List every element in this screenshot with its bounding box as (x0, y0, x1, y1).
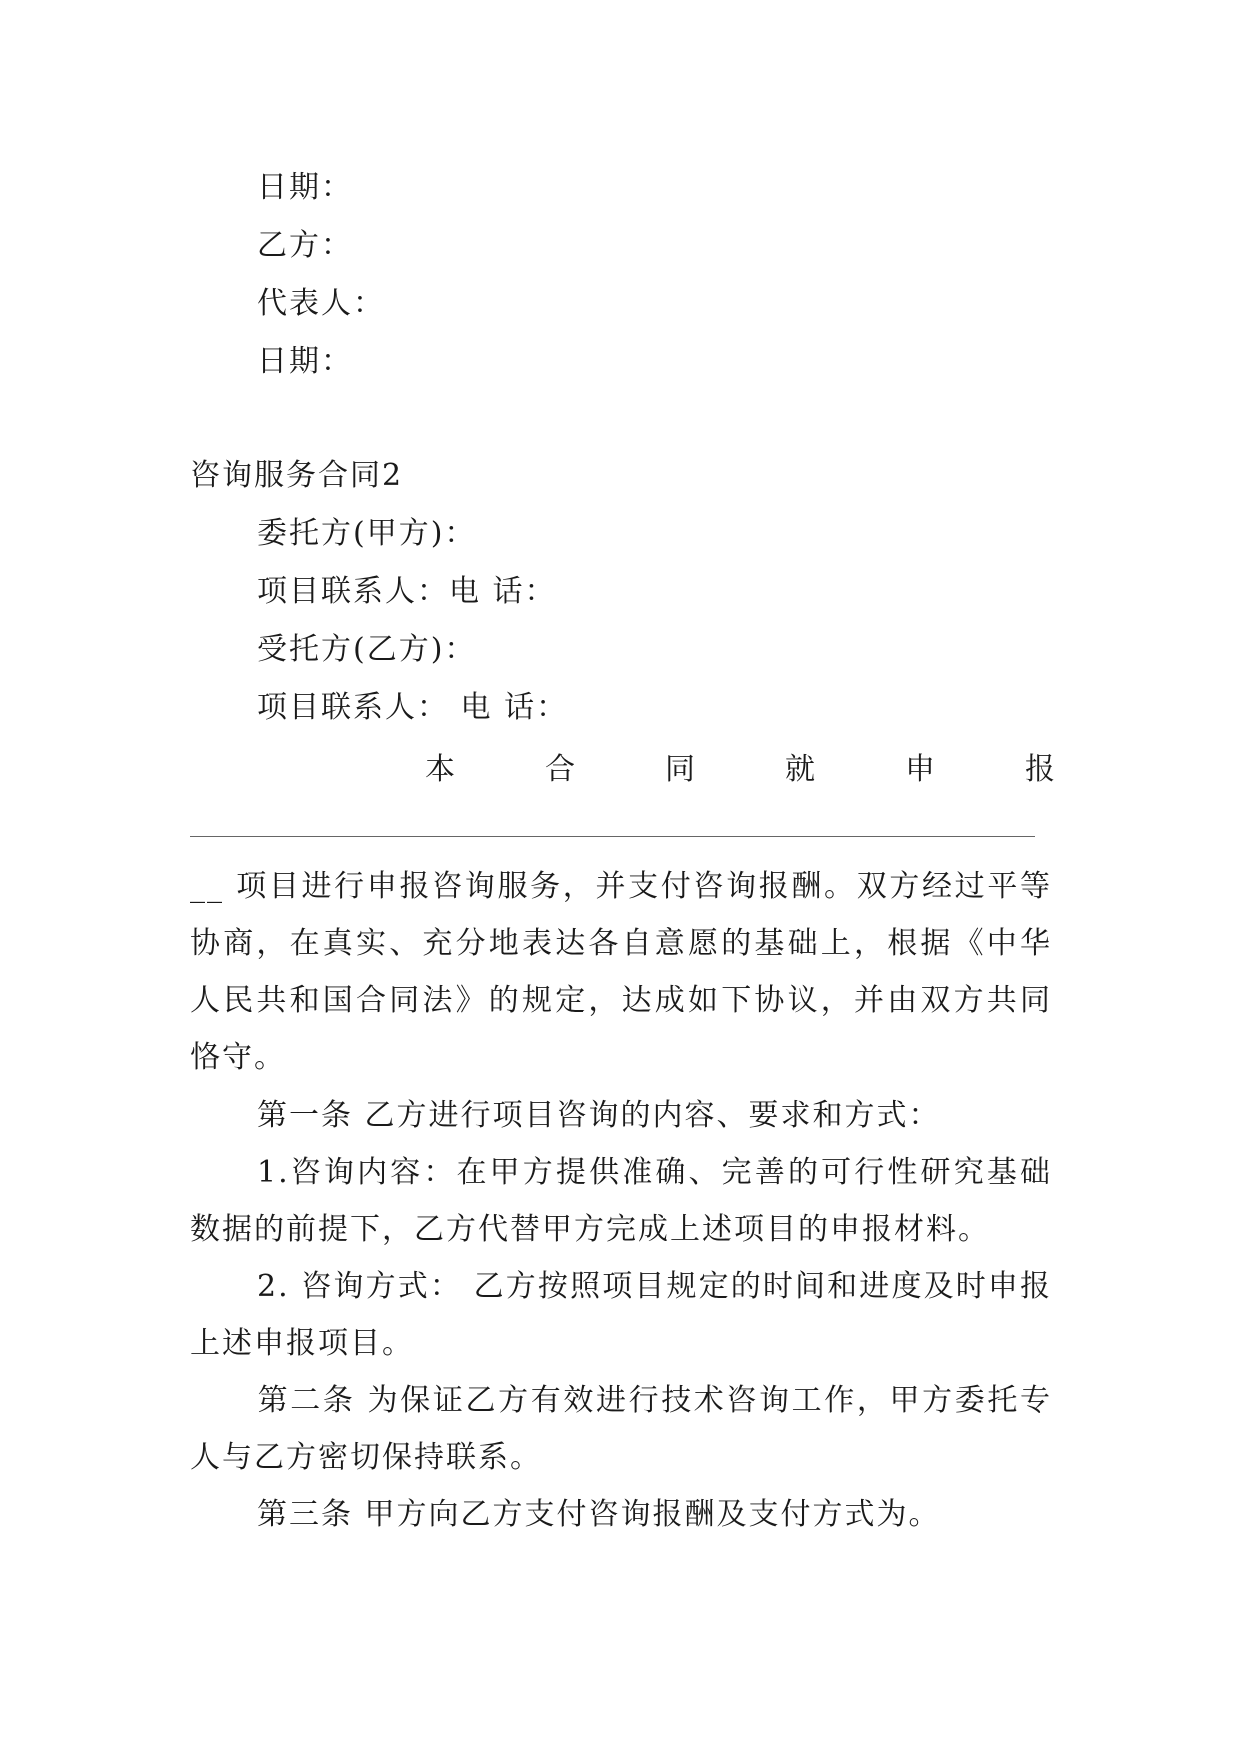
spread-char: 同 (665, 752, 695, 787)
spread-heading-line (425, 750, 1055, 790)
article-1-item-1: 1.咨询内容：在甲方提供准确、完善的可行性研究基础数据的前提下，乙方代替甲方完成上述项目的申报材料。 (190, 1155, 1052, 1247)
client-contact-line: 项目联系人：电 话： (257, 574, 557, 609)
spread-char: 就 (785, 752, 815, 787)
intro-text: 项目进行申报咨询服务，并支付咨询报酬。双方经过平等协商，在真实、充分地表达各自意愿的基础上，根据《中华人民共和国合同法》的规定，达成如下协议，并由双方共同恪守。 (190, 869, 1052, 1075)
date-line-2: 日期： (257, 344, 353, 379)
article-1-title: 第一条 乙方进行项目咨询的内容、要求和方式： (257, 1098, 941, 1133)
blank-fill-line (190, 836, 1035, 837)
contractor-contact-line: 项目联系人： 电 话： (257, 690, 569, 725)
spread-char: 报 (1025, 752, 1055, 787)
article-1-item-2: 2. 咨询方式： 乙方按照项目规定的时间和进度及时申报上述申报项目。 (190, 1269, 1052, 1361)
party-b-line: 乙方： (257, 228, 353, 263)
article-3: 第三条 甲方向乙方支付咨询报酬及支付方式为。 (257, 1497, 941, 1532)
blank-marker: __ (190, 869, 224, 904)
intro-paragraph (190, 858, 1052, 1086)
spread-char: 本 (425, 752, 455, 787)
spread-char: 申 (905, 752, 935, 787)
contract-title: 咨询服务合同2 (190, 458, 404, 493)
article-2: 第二条 为保证乙方有效进行技术咨询工作，甲方委托专人与乙方密切保持联系。 (190, 1383, 1052, 1475)
representative-line: 代表人： (257, 286, 385, 321)
date-line-1: 日期： (257, 170, 353, 205)
spread-char: 合 (545, 752, 575, 787)
contractor-line: 受托方(乙方)： (257, 632, 477, 667)
client-line: 委托方(甲方)： (257, 516, 477, 551)
